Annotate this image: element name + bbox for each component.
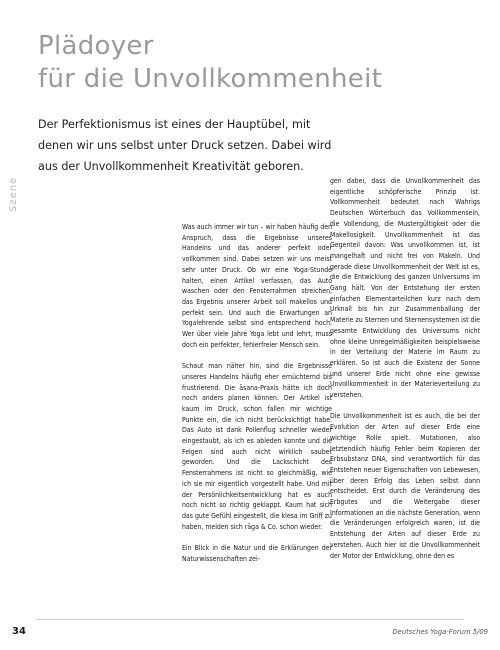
- section-label: Szene: [8, 176, 19, 212]
- lead-paragraph: [38, 114, 338, 177]
- body-paragraph: gen dabei, dass die Unvollkommenheit das eigentliche schöpferische Prinzip ist. Vollkommenheit bedeutet nach Wahrigs Deutschen Wörterbuch das Vollkommensein, die Vollendung, die Mustergültigkeit oder die Makellosigkeit. Unvollkommenheit ist das Gegenteil davon: Was unvollkommen ist, ist mangelhaft und nicht frei von Makeln. Und gerade diese Unvollkommenheit der Welt ist es, die die Entwicklung des ganzen Universums im Gang hält. Von der Entstehung der ersten einfachen Elementarteilchen kurz nach dem Urknall bis hin zur Zusammenballung der Materie zu Sternen und Sternensystemen ist die gesamte Entwicklung des Universums nicht ohne kleine Unregelmäßigkeiten beispielsweise in der Verteilung der Materie im Raum zu erklären. So ist auch die Existenz der Sonne und unserer Erde nicht ohne eine gewisse Unvollkommenheit in der Materieverteilung zu verstehen.: [330, 177, 480, 400]
- body-column-left: [182, 222, 332, 575]
- body-paragraph: Ein Blick in die Natur und die Erklärungen der Naturwissenschaften zei-: [182, 544, 332, 563]
- journal-reference: Deutsches Yoga-Forum 5/09: [392, 628, 488, 636]
- body-paragraph: Schaut man näher hin, sind die Ergebnisse unseres Handelns häufig eher ernüchternd bis frustrierend. Die āsana-Praxis hätte ich doch noch anders planen können. Der Artikel ist kaum im Druck, schon fallen mir wichtige Punkte ein, die ich nicht berücksichtigt habe. Das Auto ist dank Pollenflug schneller wieder eingestaubt, als ich es ableden konnte und die Felgen sind auch nicht wirklich sauber geworden. Und die Lackschicht des Fensterrahmens ist nicht so gleichmäßig, wie ich sie mir eigentlich vorgestellt habe. Und mit der Persönlichkeitsentwicklung hat es auch noch nicht so richtig geklappt. Kaum hat sich das gute Gefühl eingestellt, die klesa im Griff zu haben, melden sich rāga & Co. schon wieder.: [182, 362, 332, 531]
- lead-line-1: Der Perfektionismus ist eines der Hauptübel, mit: [38, 118, 311, 131]
- article-title-line-2: für die Unvollkommenheit: [38, 64, 383, 94]
- body-column-right: [330, 176, 480, 572]
- page-number: 34: [12, 626, 26, 637]
- footer-divider: [36, 619, 464, 620]
- body-paragraph: Die Unvollkommenheit ist es auch, die bei der Evolution der Arten auf dieser Erde eine wichtige Rolle spielt. Mutationen, also letztendlich häufig Fehler beim Kopieren der Erbsubstanz DNA, sind verantwortlich für das Entstehen neuer Eigenschaften von Lebewesen, über deren Erfolg das Leben selbst dann entscheidet. Erst durch die Veränderung des Erbgutes und die Weitergabe dieser Informationen an die nächste Generation, wenn die Veränderungen erfolgreich waren, ist die Entstehung der Arten auf dieser Erde zu verstehen. Auch hier ist die Unvollkommenheit der Motor der Entwicklung, ohne den es: [330, 412, 480, 560]
- body-paragraph: Was auch immer wir tun – wir haben häufig den Anspruch, dass die Ergebnisse unseres Handelns und das anderer perfekt oder vollkommen sind. Dabei setzen wir uns meist sehr unter Druck. Ob wir eine Yoga-Stunde halten, einen Artikel verfassen, das Auto waschen oder den Fensterrahmen streichen, das Ergebnis unserer Arbeit soll makellos und perfekt sein. Und auch die Erwartungen an Yogalehrende selbst sind entsprechend hoch. Wer über viele Jahre Yoga lebt und lehrt, muss doch ein perfekter, fehlerfreier Mensch sein.: [182, 223, 332, 349]
- article-title-line-1: Plädoyer: [38, 31, 154, 61]
- lead-line-3: aus der Unvollkommenheit Kreativität geboren.: [38, 160, 304, 173]
- article-title: [38, 30, 382, 96]
- lead-line-2: denen wir uns selbst unter Druck setzen. Dabei wird: [38, 139, 332, 152]
